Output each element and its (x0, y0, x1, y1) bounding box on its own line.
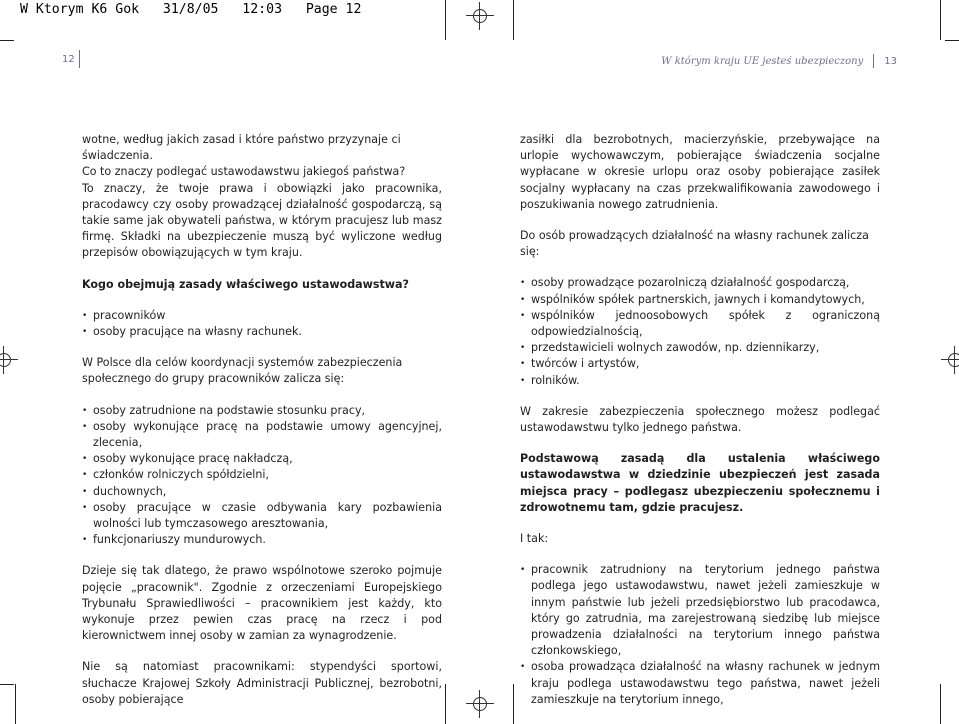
list-item: • osoby wykonujące pracę na podstawie umowy agencyjnej, zlecenia, (82, 419, 442, 451)
list-item: • wspólników spółek partnerskich, jawnych i komandytowych, (520, 292, 880, 308)
worker-categories-list (82, 308, 442, 340)
section-heading: Kogo obejmują zasady właściwego ustawodawstwa? (82, 277, 409, 291)
paragraph: zasiłki dla bezrobotnych, macierzyńskie, przebywające na urlopie wychowawczym, pobierające świadczenia socjalne wypłacane w okresie urlopu oraz osoby pobierające zasiłek socjalny wypłacany na czas przekwalifikowania zawodowego i poszukiwania nowego zatrudnienia. (520, 133, 880, 211)
paragraph: Do osób prowadzących działalność na własny rachunek zalicza się: (520, 229, 869, 259)
list-item: • osoby wykonujące pracę nakładczą, (82, 451, 442, 467)
crop-mark (445, 0, 446, 40)
list-item: • osoby pracujące w czasie odbywania kary pozbawienia wolności lub tymczasowego aresztowania, (82, 500, 442, 532)
employees-list (82, 403, 442, 549)
examples-list (520, 562, 880, 708)
list-item: • osoba prowadząca działalność na własny rachunek w jednym kraju podlega ustawodawstwu tego państwa, nawet jeżeli zamieszkuje na terytorium innego, (520, 659, 880, 708)
list-item: • pracownik zatrudniony na terytorium jednego państwa podlega jego ustawodawstwu, nawet jeżeli zamieszkuje w innym państwie lub jeżeli przedsiębiorstwo lub pracodawca, który go zatrudnia, ma zarejestrowaną siedzibę lub miejsce prowadzenia działalności na terytorium innego państwa członkowskiego, (520, 562, 880, 659)
paragraph: To znaczy, że twoje prawa i obowiązki jako pracownika, pracodawcy czy osoby prowadzącej działalność gospodarczą, są takie same jak obywateli państwa, w którym pracujesz lub masz firmę. Składki na ubezpieczenie muszą być wyliczone według przepisów obowiązujących w tym kraju. (82, 181, 442, 260)
right-header-divider (873, 54, 874, 68)
crop-mark (945, 40, 959, 41)
crop-mark (940, 684, 941, 724)
list-item: • osoby pracujące na własny rachunek. (82, 324, 442, 340)
list-item: • duchownych, (82, 484, 442, 500)
list-item: • pracowników (82, 308, 442, 324)
right-page-number: 13 (884, 55, 897, 67)
running-title: W którym kraju UE jesteś ubezpieczony (661, 55, 864, 67)
print-slug: W Ktorym K6 Gok 31/8/05 12:03 Page 12 (20, 2, 362, 17)
registration-mark-left (0, 350, 14, 370)
list-item: • przedstawicieli wolnych zawodów, np. dziennikarzy, (520, 340, 880, 356)
crop-mark (15, 684, 16, 724)
crop-mark (0, 684, 14, 685)
right-column (520, 132, 880, 708)
list-item: • osoby prowadzące pozarolniczą działalność gospodarczą, (520, 275, 880, 291)
registration-mark-top (470, 6, 490, 26)
crop-mark (513, 684, 514, 724)
registration-mark-bottom (470, 694, 490, 714)
paragraph: W Polsce dla celów koordynacji systemów zabezpieczenia społecznego do grupy pracowników zalicza się: (82, 356, 403, 386)
paragraph: Nie są natomiast pracownikami: stypendyści sportowi, słuchacze Krajowej Szkoły Administracji Publicznej, bezrobotni, osoby pobierające (82, 660, 442, 706)
list-item: • osoby zatrudnione na podstawie stosunku pracy, (82, 403, 442, 419)
paragraph: I tak: (520, 532, 549, 546)
intro-line: wotne, według jakich zasad i które państwo przyzynaje ci świadczenia. (82, 133, 401, 163)
crop-mark (513, 0, 514, 40)
list-item: • wspólników jednoosobowych spółek z ograniczoną odpowiedzialnością, (520, 308, 880, 340)
self-employed-list (520, 275, 880, 388)
list-item: • rolników. (520, 373, 880, 389)
list-item: • funkcjonariuszy mundurowych. (82, 532, 442, 548)
right-header (661, 54, 897, 68)
intro-question: Co to znaczy podlegać ustawodawstwu jakiegoś państwa? (82, 165, 406, 179)
registration-mark-right (945, 350, 959, 370)
list-item: • twórców i artystów, (520, 356, 880, 372)
paragraph: Dzieje się tak dlatego, że prawo wspólnotowe szeroko pojmuje pojęcie „pracownik". Zgodnie z orzeczeniami Europejskiego Trybunału Sprawiedliwości – pracownikiem jest każdy, kto wykonuje przez pewien czas pracę na rzecz i pod kierownictwem innej osoby w zamian za wynagrodzenie. (82, 564, 442, 643)
list-item: • członków rolniczych spółdzielni, (82, 467, 442, 483)
key-principle-paragraph: Podstawową zasadą dla ustalenia właściwego ustawodawstwa w dziedzinie ubezpieczeń jest zasada miejsca pracy – podlegasz ubezpieczeniu społecznemu i zdrowotnemu tam, gdzie pracujesz. (520, 452, 880, 514)
crop-mark (0, 40, 14, 41)
crop-mark (445, 684, 446, 724)
crop-mark (940, 0, 941, 40)
paragraph: W zakresie zabezpieczenia społecznego możesz podlegać ustawodawstwu tylko jednego państwa. (520, 404, 880, 435)
left-page-number: 12 (62, 54, 75, 65)
left-column (82, 132, 442, 708)
left-header-divider (79, 50, 80, 68)
